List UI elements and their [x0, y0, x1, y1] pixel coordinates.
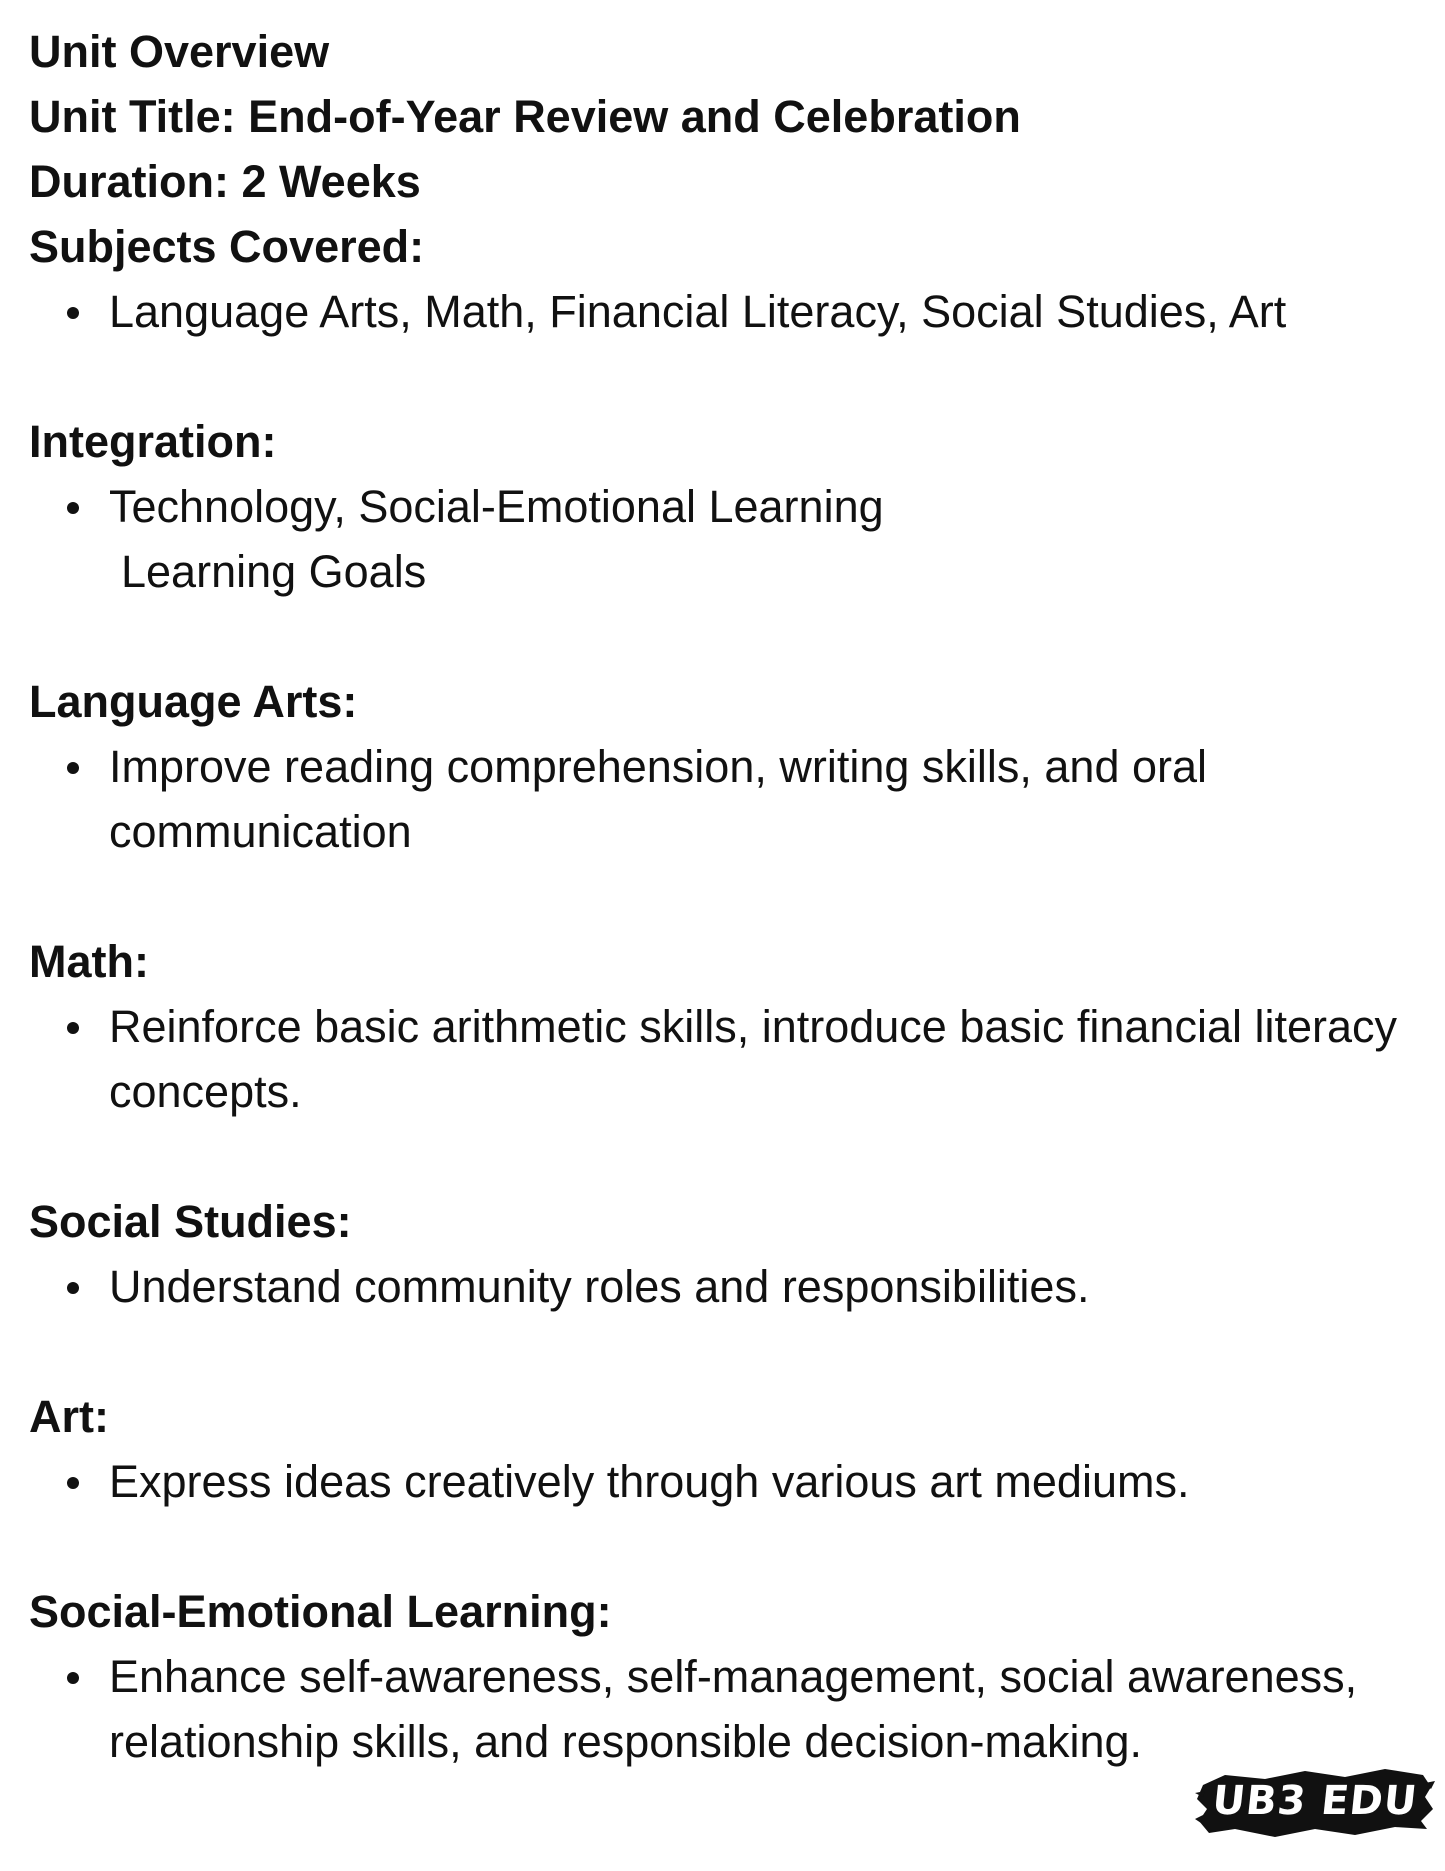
list-item [29, 474, 1419, 539]
section-heading-sel: Social-Emotional Learning: [29, 1586, 612, 1637]
bullet-icon [67, 762, 79, 774]
brand-logo [1195, 1763, 1435, 1839]
social-studies-list [29, 1254, 1419, 1319]
logo-text: UB3 EDU [1210, 1778, 1420, 1824]
art-list [29, 1449, 1419, 1514]
document-page [29, 19, 1419, 1774]
sel-item-text: Enhance self-awareness, self-management, social awareness, relationship skills, and responsible decision-making. [109, 1651, 1358, 1767]
list-item [29, 1644, 1419, 1774]
integration-heading: Integration: [29, 416, 277, 467]
section-heading-language-arts: Language Arts: [29, 676, 358, 727]
duration: Duration: 2 Weeks [29, 156, 421, 207]
social-studies-item-text: Understand community roles and responsibilities. [109, 1261, 1090, 1312]
bullet-icon [67, 1282, 79, 1294]
sel-list [29, 1644, 1419, 1774]
list-item [29, 1254, 1419, 1319]
list-item [29, 279, 1419, 344]
list-item [29, 1449, 1419, 1514]
list-item [29, 734, 1419, 864]
list-item [29, 994, 1419, 1124]
subjects-heading: Subjects Covered: [29, 221, 425, 272]
section-heading-social-studies: Social Studies: [29, 1196, 352, 1247]
bullet-icon [67, 307, 79, 319]
math-item-text: Reinforce basic arithmetic skills, introduce basic financial literacy concepts. [109, 1001, 1398, 1117]
unit-title: Unit Title: End-of-Year Review and Celebration [29, 91, 1021, 142]
language-arts-item-text: Improve reading comprehension, writing skills, and oral communication [109, 741, 1208, 857]
subjects-item-text: Language Arts, Math, Financial Literacy, Social Studies, Art [109, 286, 1287, 337]
bullet-icon [67, 502, 79, 514]
subjects-list [29, 279, 1419, 344]
unit-overview-title: Unit Overview [29, 26, 330, 77]
language-arts-list [29, 734, 1419, 864]
integration-item-text: Technology, Social-Emotional Learning [109, 481, 884, 532]
bullet-icon [67, 1477, 79, 1489]
art-item-text: Express ideas creatively through various art mediums. [109, 1456, 1190, 1507]
integration-list [29, 474, 1419, 539]
bullet-icon [67, 1022, 79, 1034]
learning-goals-line: Learning Goals [121, 546, 427, 597]
section-heading-art: Art: [29, 1391, 109, 1442]
bullet-icon [67, 1672, 79, 1684]
math-list [29, 994, 1419, 1124]
section-heading-math: Math: [29, 936, 149, 987]
